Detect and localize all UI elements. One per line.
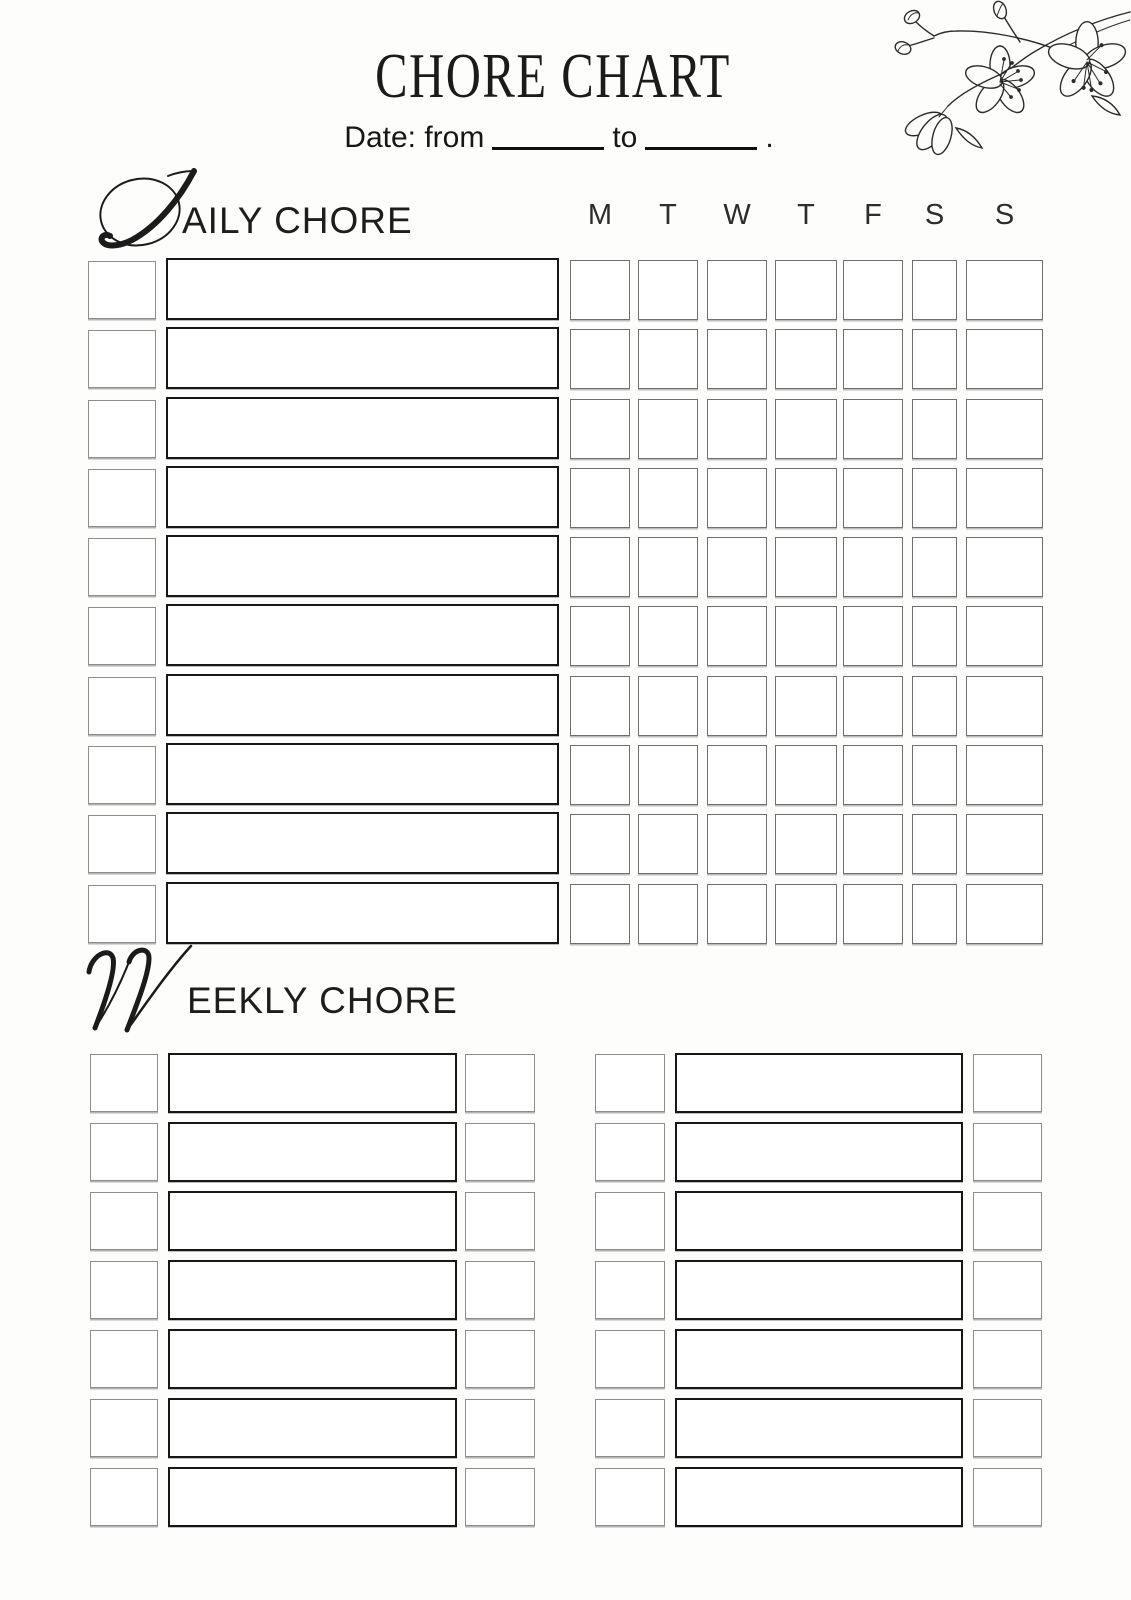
- day-cell-w-3[interactable]: [707, 329, 767, 389]
- weekly-heading-label: EEKLY CHORE: [187, 980, 458, 1021]
- day-header-letter-6: S: [924, 199, 945, 231]
- day-cell-s-7[interactable]: [966, 606, 1043, 666]
- weekly-checkbox-start[interactable]: [90, 1399, 158, 1457]
- daily-done-checkbox[interactable]: [88, 261, 156, 319]
- daily-chore-row-6: [88, 604, 1048, 666]
- weekly-checkbox-end[interactable]: [973, 1054, 1042, 1112]
- weekly-chore-row-right-7: [595, 1467, 1043, 1527]
- weekly-checkbox-start[interactable]: [90, 1123, 158, 1181]
- weekly-chore-name-field[interactable]: [675, 1329, 963, 1389]
- daily-done-checkbox[interactable]: [88, 746, 156, 804]
- day-cell-m-1[interactable]: [570, 468, 630, 528]
- day-cell-m-1[interactable]: [570, 260, 630, 320]
- daily-chore-name-field[interactable]: [166, 812, 559, 874]
- weekly-checkbox-end[interactable]: [465, 1192, 535, 1250]
- weekly-chore-row-left-6: [90, 1398, 536, 1458]
- weekly-chore-row-right-1: [595, 1053, 1043, 1113]
- weekly-chore-row-right-4: [595, 1260, 1043, 1320]
- day-cell-f-5[interactable]: [843, 329, 903, 389]
- day-cell-t-2[interactable]: [638, 537, 698, 597]
- daily-done-checkbox[interactable]: [88, 885, 156, 943]
- weekly-chore-row-left-5: [90, 1329, 536, 1389]
- weekly-chore-name-field[interactable]: [675, 1467, 963, 1527]
- weekly-checkbox-start[interactable]: [90, 1054, 158, 1112]
- day-cell-t-2[interactable]: [638, 814, 698, 874]
- weekly-checkbox-start[interactable]: [90, 1330, 158, 1388]
- day-cell-w-3[interactable]: [707, 468, 767, 528]
- script-initial-w: [85, 942, 197, 1034]
- daily-done-checkbox[interactable]: [88, 469, 156, 527]
- date-connector-label: to: [612, 121, 638, 154]
- day-cell-t-4[interactable]: [775, 606, 837, 666]
- weekly-chore-name-field[interactable]: [168, 1191, 457, 1251]
- day-cell-s-7[interactable]: [966, 745, 1043, 805]
- weekly-chore-row-left-3: [90, 1191, 536, 1251]
- weekly-checkbox-end[interactable]: [973, 1468, 1042, 1526]
- daily-chore-row-8: [88, 743, 1048, 805]
- weekly-checkbox-start[interactable]: [595, 1330, 665, 1388]
- daily-done-checkbox[interactable]: [88, 400, 156, 458]
- day-cell-f-5[interactable]: [843, 606, 903, 666]
- day-of-week-header: [88, 198, 1048, 232]
- blossom-illustration: [860, 0, 1131, 171]
- daily-done-checkbox[interactable]: [88, 607, 156, 665]
- daily-chore-grid: [88, 258, 1048, 951]
- day-cell-w-3[interactable]: [707, 814, 767, 874]
- daily-chore-name-field[interactable]: [166, 743, 559, 805]
- day-cell-t-2[interactable]: [638, 606, 698, 666]
- day-cell-s-7[interactable]: [966, 676, 1043, 736]
- day-cell-s-6[interactable]: [912, 468, 957, 528]
- day-cell-m-1[interactable]: [570, 676, 630, 736]
- daily-chore-row-4: [88, 466, 1048, 528]
- day-header-letter-2: T: [659, 199, 677, 231]
- day-cell-f-5[interactable]: [843, 537, 903, 597]
- day-cell-t-4[interactable]: [775, 814, 837, 874]
- weekly-chore-column-right: [595, 1053, 1043, 1536]
- weekly-checkbox-end[interactable]: [465, 1330, 535, 1388]
- day-cell-s-6[interactable]: [912, 399, 957, 459]
- day-cell-m-1[interactable]: [570, 814, 630, 874]
- day-cell-s-6[interactable]: [912, 884, 957, 944]
- date-to-blank[interactable]: [645, 126, 757, 150]
- weekly-chore-row-left-2: [90, 1122, 536, 1182]
- weekly-checkbox-start[interactable]: [595, 1261, 665, 1319]
- weekly-chore-name-field[interactable]: [675, 1260, 963, 1320]
- day-cell-s-7[interactable]: [966, 537, 1043, 597]
- weekly-chore-row-right-5: [595, 1329, 1043, 1389]
- page-title: CHORE CHART: [375, 40, 731, 111]
- day-cell-f-5[interactable]: [843, 468, 903, 528]
- date-end-label: .: [765, 121, 774, 154]
- daily-chore-name-field[interactable]: [166, 882, 559, 944]
- day-cell-s-7[interactable]: [966, 260, 1043, 320]
- weekly-chore-row-right-3: [595, 1191, 1043, 1251]
- weekly-checkbox-start[interactable]: [595, 1192, 665, 1250]
- day-cell-w-3[interactable]: [707, 745, 767, 805]
- daily-chore-name-field[interactable]: [166, 604, 559, 666]
- weekly-checkbox-end[interactable]: [465, 1054, 535, 1112]
- day-cell-m-1[interactable]: [570, 884, 630, 944]
- day-header-letter-3: W: [723, 199, 751, 231]
- day-cell-f-5[interactable]: [843, 884, 903, 944]
- weekly-chore-name-field[interactable]: [168, 1122, 457, 1182]
- day-cell-t-2[interactable]: [638, 745, 698, 805]
- weekly-chore-row-left-4: [90, 1260, 536, 1320]
- weekly-checkbox-start[interactable]: [90, 1468, 158, 1526]
- day-cell-f-5[interactable]: [843, 676, 903, 736]
- day-cell-m-1[interactable]: [570, 399, 630, 459]
- weekly-checkbox-end[interactable]: [465, 1123, 535, 1181]
- weekly-checkbox-end[interactable]: [465, 1399, 535, 1457]
- daily-chore-row-2: [88, 327, 1048, 389]
- weekly-checkbox-end[interactable]: [973, 1330, 1042, 1388]
- weekly-chore-name-field[interactable]: [168, 1329, 457, 1389]
- day-cell-m-1[interactable]: [570, 606, 630, 666]
- daily-chore-name-field[interactable]: [166, 674, 559, 736]
- weekly-chore-name-field[interactable]: [168, 1467, 457, 1527]
- day-cell-s-7[interactable]: [966, 814, 1043, 874]
- daily-chore-name-field[interactable]: [166, 327, 559, 389]
- weekly-chore-name-field[interactable]: [675, 1053, 963, 1113]
- day-cell-f-5[interactable]: [843, 260, 903, 320]
- weekly-chore-column-left: [90, 1053, 536, 1536]
- day-cell-w-3[interactable]: [707, 606, 767, 666]
- weekly-chore-name-field[interactable]: [675, 1122, 963, 1182]
- day-cell-w-3[interactable]: [707, 537, 767, 597]
- daily-chore-row-1: [88, 258, 1048, 320]
- weekly-checkbox-start[interactable]: [595, 1123, 665, 1181]
- day-cell-w-3[interactable]: [707, 399, 767, 459]
- weekly-chore-name-field[interactable]: [675, 1191, 963, 1251]
- weekly-checkbox-start[interactable]: [595, 1468, 665, 1526]
- day-cell-t-4[interactable]: [775, 468, 837, 528]
- weekly-checkbox-start[interactable]: [90, 1192, 158, 1250]
- day-cell-t-4[interactable]: [775, 676, 837, 736]
- day-cell-w-3[interactable]: [707, 260, 767, 320]
- daily-chore-row-5: [88, 535, 1048, 597]
- daily-chore-row-3: [88, 397, 1048, 459]
- weekly-checkbox-end[interactable]: [465, 1468, 535, 1526]
- daily-chore-name-field[interactable]: [166, 258, 559, 320]
- day-header-letter-4: T: [797, 199, 815, 231]
- day-cell-t-2[interactable]: [638, 468, 698, 528]
- day-cell-t-4[interactable]: [775, 260, 837, 320]
- day-cell-f-5[interactable]: [843, 399, 903, 459]
- day-cell-s-6[interactable]: [912, 537, 957, 597]
- date-prefix-label: Date: from: [344, 121, 485, 154]
- weekly-checkbox-end[interactable]: [973, 1261, 1042, 1319]
- weekly-chore-row-right-6: [595, 1398, 1043, 1458]
- day-cell-s-6[interactable]: [912, 814, 957, 874]
- daily-chore-name-field[interactable]: [166, 397, 559, 459]
- weekly-chore-name-field[interactable]: [168, 1260, 457, 1320]
- daily-chore-row-9: [88, 812, 1048, 874]
- daily-done-checkbox[interactable]: [88, 538, 156, 596]
- weekly-chore-row-left-7: [90, 1467, 536, 1527]
- weekly-chore-row-left-1: [90, 1053, 536, 1113]
- weekly-checkbox-start[interactable]: [595, 1399, 665, 1457]
- day-header-letter-7: S: [994, 199, 1015, 231]
- weekly-checkbox-end[interactable]: [973, 1123, 1042, 1181]
- daily-done-checkbox[interactable]: [88, 330, 156, 388]
- day-cell-t-2[interactable]: [638, 329, 698, 389]
- daily-chore-name-field[interactable]: [166, 466, 559, 528]
- day-cell-t-4[interactable]: [775, 884, 837, 944]
- day-cell-f-5[interactable]: [843, 745, 903, 805]
- date-from-blank[interactable]: [492, 126, 604, 150]
- weekly-chore-name-field[interactable]: [168, 1398, 457, 1458]
- weekly-checkbox-end[interactable]: [465, 1261, 535, 1319]
- daily-chore-name-field[interactable]: [166, 535, 559, 597]
- day-cell-w-3[interactable]: [707, 676, 767, 736]
- day-cell-t-4[interactable]: [775, 537, 837, 597]
- weekly-checkbox-end[interactable]: [973, 1399, 1042, 1457]
- day-cell-f-5[interactable]: [843, 814, 903, 874]
- day-header-letter-1: M: [587, 199, 613, 231]
- weekly-chore-name-field[interactable]: [168, 1053, 457, 1113]
- weekly-checkbox-end[interactable]: [973, 1192, 1042, 1250]
- daily-chore-row-10: [88, 882, 1048, 944]
- day-cell-t-4[interactable]: [775, 399, 837, 459]
- daily-done-checkbox[interactable]: [88, 815, 156, 873]
- daily-heading-label: AILY CHORE: [182, 200, 413, 241]
- day-cell-s-7[interactable]: [966, 884, 1043, 944]
- weekly-chore-row-right-2: [595, 1122, 1043, 1182]
- weekly-chore-name-field[interactable]: [675, 1398, 963, 1458]
- day-cell-t-4[interactable]: [775, 745, 837, 805]
- day-cell-w-3[interactable]: [707, 884, 767, 944]
- day-cell-t-2[interactable]: [638, 399, 698, 459]
- day-cell-t-2[interactable]: [638, 260, 698, 320]
- daily-done-checkbox[interactable]: [88, 677, 156, 735]
- day-header-letter-5: F: [864, 199, 882, 231]
- day-cell-m-1[interactable]: [570, 537, 630, 597]
- day-cell-s-6[interactable]: [912, 745, 957, 805]
- day-cell-t-2[interactable]: [638, 884, 698, 944]
- daily-chore-row-7: [88, 674, 1048, 736]
- day-cell-s-6[interactable]: [912, 676, 957, 736]
- day-cell-s-6[interactable]: [912, 606, 957, 666]
- day-cell-s-7[interactable]: [966, 399, 1043, 459]
- day-cell-s-6[interactable]: [912, 260, 957, 320]
- weekly-checkbox-start[interactable]: [90, 1261, 158, 1319]
- weekly-checkbox-start[interactable]: [595, 1054, 665, 1112]
- weekly-section-heading: [85, 942, 545, 1040]
- day-cell-t-2[interactable]: [638, 676, 698, 736]
- day-cell-s-7[interactable]: [966, 468, 1043, 528]
- day-cell-m-1[interactable]: [570, 329, 630, 389]
- day-cell-t-4[interactable]: [775, 329, 837, 389]
- day-cell-m-1[interactable]: [570, 745, 630, 805]
- day-cell-s-7[interactable]: [966, 329, 1043, 389]
- day-cell-s-6[interactable]: [912, 329, 957, 389]
